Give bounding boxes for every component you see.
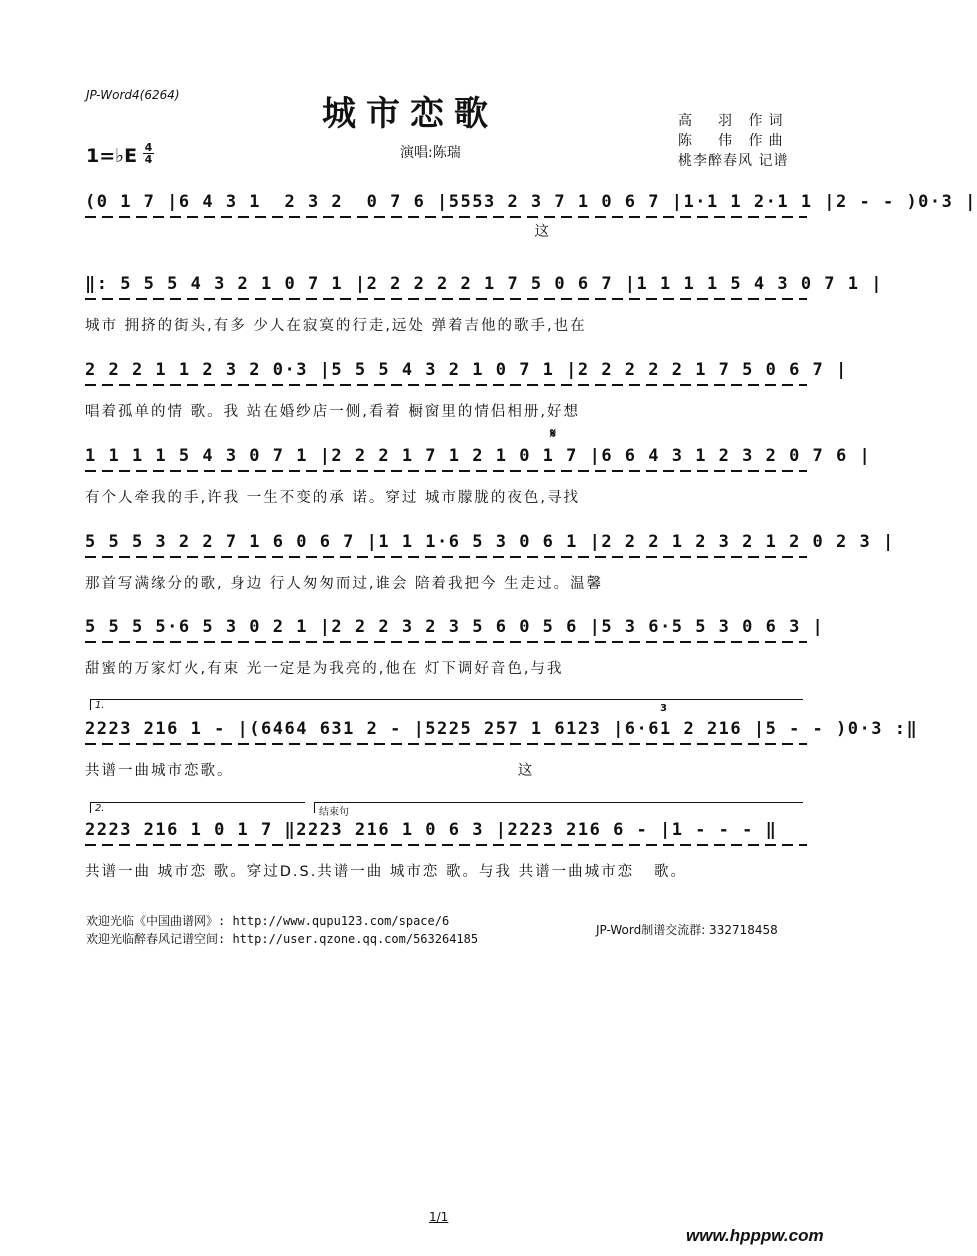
notation-line: ‖: 5 5 5 4 3 2 1 0 7 1 |2 2 2 2 2 1 7 5 0 6 7 |1 1 1 1 5 4 3 0 7 1 | [85, 274, 883, 294]
page-number: 1/1 [429, 1210, 449, 1224]
time-sig-top: 4 [144, 141, 153, 154]
segno-mark: 𝄋 [550, 426, 557, 442]
transcriber-credit: 桃李醉春风 记谱 [678, 153, 789, 169]
lyric-line: 城市 拥挤的街头,有多 少人在寂寞的行走,远处 弹着吉他的歌手,也在 [85, 318, 587, 334]
notation-line: 2223 216 1 - |(6464 631 2 - |5225 257 1 6123 |6·61 2 216 |5 - - )0·3 :‖ [85, 719, 919, 739]
time-sig-bottom: 4 [144, 153, 153, 166]
ending-label: 结束句 [319, 807, 349, 818]
key-signature: 1=♭E [86, 145, 138, 167]
lyric-line: 共谱一曲城市恋歌。 这 [85, 763, 535, 779]
volta-2-label: 2. [95, 803, 105, 814]
beam-line [85, 470, 807, 472]
lyricist-credit: 高 羽 作词 [678, 113, 789, 129]
beam-line [85, 384, 807, 386]
volta-1-bracket [90, 699, 803, 710]
footer-site-link[interactable]: 欢迎光临《中国曲谱网》: http://www.qupu123.com/space/6 [86, 914, 450, 928]
beam-line [85, 556, 807, 558]
volta-2-bracket [90, 802, 305, 813]
notation-line: (0 1 7 |6 4 3 1 2 3 2 0 7 6 |5553 2 3 7 1 0 6 7 |1·1 1 2·1 1 |2 - - )0·3 | [85, 192, 977, 212]
notation-line: 5 5 5 5·6 5 3 0 2 1 |2 2 2 3 2 3 5 6 0 5 6 |5 3 6·5 5 3 0 6 3 | [85, 617, 825, 637]
lyric-line: 共谱一曲 城市恋 歌。穿过D.S.共谱一曲 城市恋 歌。与我 共谱一曲城市恋 歌。 [85, 864, 687, 880]
lyric-line: 甜蜜的万家灯火,有束 光一定是为我亮的,他在 灯下调好音色,与我 [85, 661, 564, 677]
notation-line: 2 2 2 1 1 2 3 2 0·3 |5 5 5 4 3 2 1 0 7 1 |2 2 2 2 2 1 7 5 0 6 7 | [85, 360, 848, 380]
beam-line [85, 844, 807, 846]
lyric-line: 有个人牵我的手,许我 一生不变的承 诺。穿过 城市朦胧的夜色,寻找 [85, 490, 581, 506]
singer-credit: 演唱:陈瑞 [400, 145, 461, 161]
ending-bracket [314, 802, 803, 818]
beam-line [85, 743, 807, 745]
song-title: 城市恋歌 [322, 94, 498, 134]
beam-line [85, 641, 807, 643]
volta-1-label: 1. [95, 700, 105, 711]
beam-line [85, 216, 807, 218]
lyric-line: 这 [85, 224, 551, 240]
lyric-line: 唱着孤单的情 歌。我 站在婚纱店一侧,看着 橱窗里的情侣相册,好想 [85, 404, 581, 420]
footer-qzone-link[interactable]: 欢迎光临醉春风记谱空间: http://user.qzone.qq.com/563264185 [86, 932, 479, 946]
time-signature [143, 142, 154, 165]
notation-line: 2223 216 1 0 1 7 ‖2223 216 1 0 6 3 |2223 216 6 - |1 - - - ‖ [85, 820, 778, 840]
lyric-line: 那首写满缘分的歌, 身边 行人匆匆而过,谁会 陪着我把今 生走过。温馨 [85, 576, 604, 592]
software-label: JP-Word4(6264) [86, 88, 180, 102]
notation-line: 5 5 5 3 2 2 7 1 6 0 6 7 |1 1 1·6 5 3 0 6 1 |2 2 2 1 2 3 2 1 2 0 2 3 | [85, 532, 895, 552]
watermark: www.hpppw.com [686, 1226, 824, 1245]
triplet-mark: 3 [660, 703, 667, 714]
notation-line: 1 1 1 1 5 4 3 0 7 1 |2 2 2 1 7 1 2 1 0 1 7 |6 6 4 3 1 2 3 2 0 7 6 | [85, 446, 872, 466]
footer-group: JP-Word制谱交流群: 332718458 [596, 923, 778, 937]
composer-credit: 陈 伟 作曲 [678, 133, 789, 149]
beam-line [85, 298, 807, 300]
